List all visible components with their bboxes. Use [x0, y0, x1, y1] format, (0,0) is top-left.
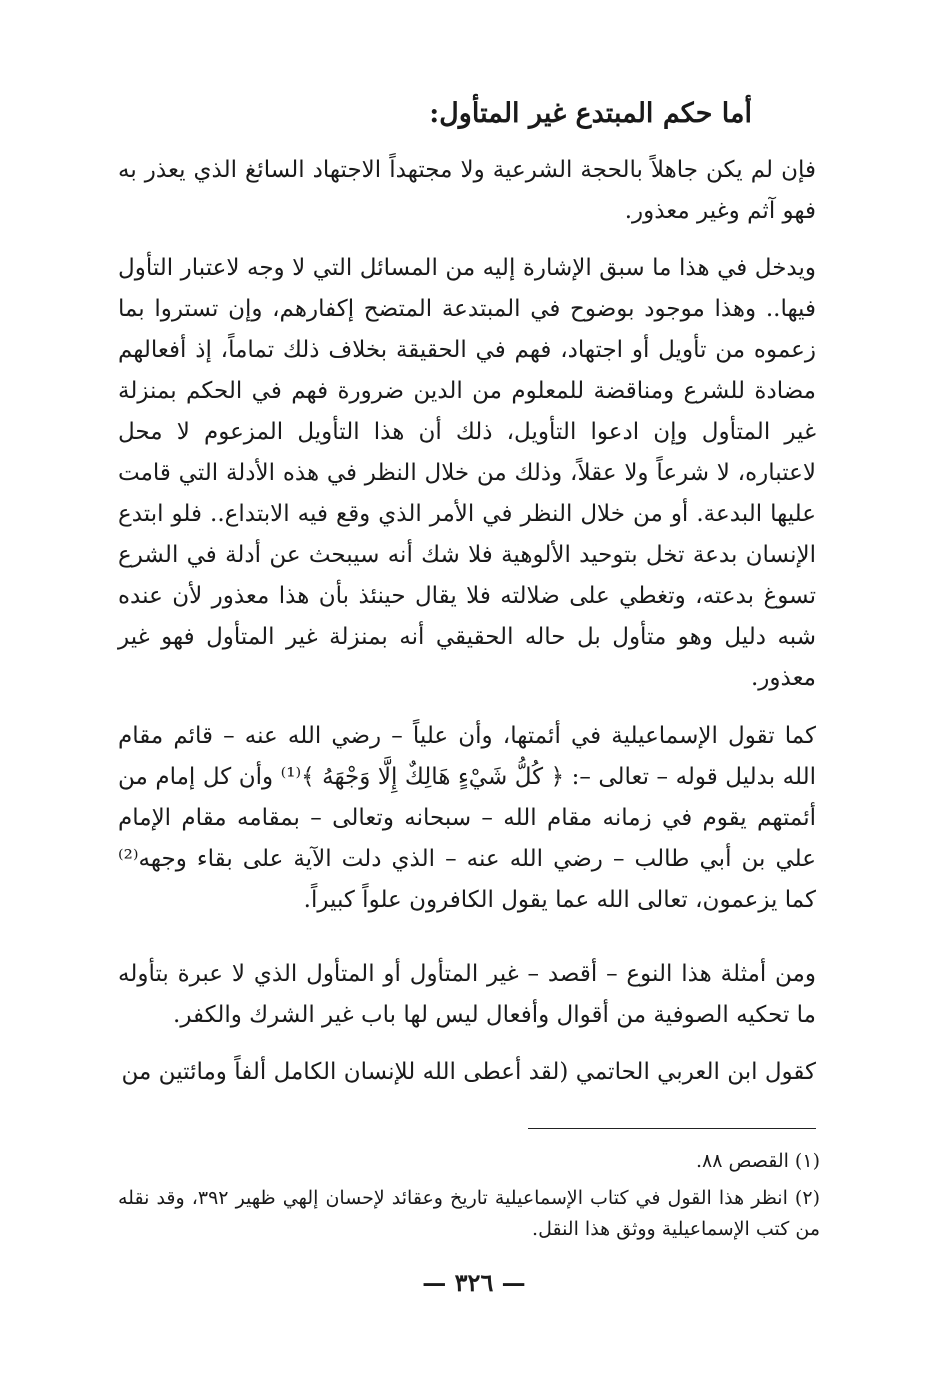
paragraph-2-container	[118, 248, 816, 699]
paragraph-2: ويدخل في هذا ما سبق الإشارة إليه من المسائل التي لا وجه لاعتبار التأول فيها.. وهذا موجود بوضوح في المبتدعة المتضح إكفارهم، وإن تستروا بما زعموه من تأويل أو اجتهاد، فهم في الحقيقة بخلاف ذلك تماماً، إذ أفعالهم مضادة للشرع ومناقضة للمعلوم من الدين ضرورة فهم في الحكم بمنزلة غير المتأول وإن ادعوا التأويل، ذلك أن هذا التأويل المزعوم لا محل لاعتباره، لا شرعاً ولا عقلاً، وذلك من خلال النظر في هذه الأدلة التي قامت عليها البدعة. أو من خلال النظر في الأمر الذي وقع فيه الابتداع.. فلو ابتدع الإنسان بدعة تخل بتوحيد الألوهية فلا شك أنه سيبحث عن أدلة في الشرع تسوغ بدعته، وتغطي على ضلالته فلا يقال حينئذ بأن هذا معذور لأن عنده شبه دليل وهو متأول بل حاله الحقيقي أنه بمنزلة غير المتأول فهو غير معذور.	[118, 255, 816, 691]
footnote-divider	[528, 1128, 816, 1129]
paragraph-3: كما تقول الإسماعيلية في أئمتها، وأن علياً – رضي الله عنه – قائم مقام الله بدليل قوله – تعالى –: ﴿ كُلُّ شَيْءٍ هَالِكٌ إِلَّا وَجْهَهُ ﴾⁽¹⁾ وأن كل إمام من أئمتهم يقوم في زمانه مقام الله – سبحانه وتعالى – بمقامه مقام الإمام علي بن أبي طالب – رضي الله عنه – الذي دلت الآية على بقاء وجهه⁽²⁾ كما يزعمون، تعالى الله عما يقول الكافرون علواً كبيراً.	[118, 723, 816, 913]
paragraph-3-container	[118, 716, 816, 921]
footnote-2: (٢) انظر هذا القول في كتاب الإسماعيلية تاريخ وعقائد لإحسان إلهي ظهير ٣٩٢، وقد نقله من كتب الإسماعيلية ووثق هذا النقل.	[118, 1187, 820, 1240]
paragraph-4: ومن أمثلة هذا النوع – أقصد – غير المتأول أو المتأول الذي لا عبرة بتأوله ما تحكيه الصوفية من أقوال وأفعال ليس لها باب غير الشرك والكفر.	[118, 961, 816, 1028]
paragraph-1: فإن لم يكن جاهلاً بالحجة الشرعية ولا مجتهداً الاجتهاد السائغ الذي يعذر به فهو آثم وغير معذور.	[118, 157, 816, 224]
page-number: — ٣٢٦ —	[422, 1268, 526, 1297]
paragraph-5: كقول ابن العربي الحاتمي (لقد أعطى الله للإنسان الكامل ألفاً ومائتين من	[121, 1059, 816, 1085]
paragraph-4-container	[118, 954, 816, 1036]
footnote-1: (١) القصص ٨٨.	[695, 1150, 820, 1172]
section-heading: أما حكم المبتدع غير المتأول:	[429, 98, 752, 129]
paragraph-1-container	[118, 150, 816, 232]
paragraph-5-container	[118, 1052, 816, 1093]
footnotes	[118, 1146, 820, 1251]
